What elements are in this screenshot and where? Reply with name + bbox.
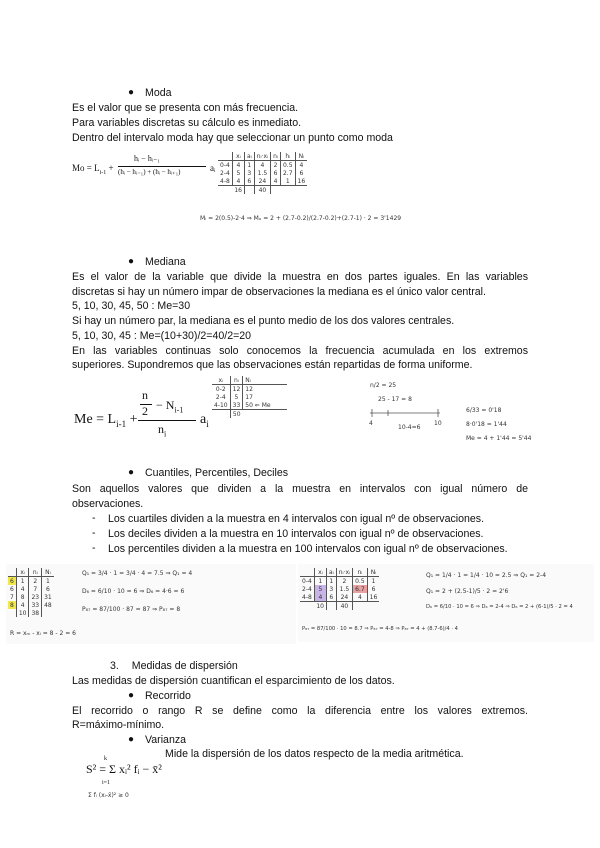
list-item-cuartiles: Los cuartiles dividen a la muestra en 4 intervalos con igual nº de observaciones. [108,513,485,525]
table-cell: 7 [8,593,16,601]
table-cell: 5 [232,169,244,177]
bullet-recorrido: ● [128,690,135,701]
mediana-note-result: Me = 4 + 1'44 = 5'44 [466,435,532,442]
mediana-line-2: discretas si hay un número impar de observaciones la mediana es el único valor central. [72,286,486,298]
table-cell: 38 [29,609,42,617]
table-header-cell: nᵢ·xᵢ [254,152,270,161]
dash-cuartiles: - [92,512,96,524]
mediana-note-left: 4 [369,420,373,427]
table-cell: 1 [314,577,326,586]
table-cell [243,410,288,419]
moda-line-3: Dentro del intervalo moda hay que seleccionar un punto como moda [72,132,393,144]
table-cell: 1.5 [336,585,352,593]
table-cell [295,186,307,195]
table-cell: 1 [16,577,29,586]
table-cell: 6 [271,169,281,177]
quantiles-right-note-4: P₈₇ = 87/100 · 10 = 8.7 ⇒ P₈₇ = 4-8 ⇒ P₈₇ = 4 + (8.7-6)/4 · 4 [302,626,458,632]
quantiles-left-image [6,564,296,644]
cuantiles-line-2: observaciones. [72,498,144,510]
table-row [8,585,54,593]
table-header-cell: nᵢ·xᵢ [336,568,352,577]
table-cell: 4 [353,593,368,602]
quantiles-right-note-2: Q₁ = 2 + (2.5-1)/5 · 2 = 2'6 [426,588,509,595]
quantiles-left-note-p87: P₈₇ = 87/100 · 87 = 87 ⇒ P₈₇ = 8 [82,606,181,613]
table-cell: 2-4 [300,585,314,593]
table-header-cell: xᵢ [16,568,29,577]
table-header-cell [218,152,232,161]
table-cell: 24 [336,593,352,602]
table-cell: 2-4 [218,169,232,177]
bullet-cuantiles: ● [128,467,135,478]
mediana-line-7: superiores. Supondremos que las observaciones están repartidas de forma uniforme. [72,359,473,371]
mediana-line-1: Es el valor de la variable que divide la muestra en dos partes iguales. En las variables [72,271,528,283]
table-cell: 24 [254,177,270,186]
cuantiles-line-1: Son aquellos valores que dividen a la muestra en intervalos con igual número de [72,483,528,495]
table-cell [280,186,295,195]
table-cell: 6.7 [353,585,368,593]
table-cell [271,186,281,195]
table-cell: 7 [29,585,42,593]
table-cell: 4 [254,161,270,170]
table-cell: 5 [230,393,243,401]
table-cell: 4 [314,593,326,602]
table-cell: 12 [245,385,253,393]
table-cell: 16 [232,186,244,195]
table-cell: 8 [8,601,16,609]
table-cell: 40 [254,186,270,195]
quantiles-right-table [300,568,379,610]
table-row [8,593,54,601]
mediana-formula: $Me = L_{i-1}$ + n 2 − $N_{i-1}$ $n_i$ $a_i$ [74,388,209,439]
table-cell: 4 [16,601,29,609]
table-cell: 6 [326,593,336,602]
heading-dispersion: Medidas de dispersión [131,660,238,672]
table-cell: 10 [16,609,29,617]
table-cell: 2.7 [280,169,295,177]
moda-table [218,152,307,194]
table-cell: 6 [8,577,16,586]
recorrido-line-1: El recorrido o rango R se define como la diferencia entre los valores extremos. [72,705,528,717]
recorrido-line-2: R=máximo-mínimo. [72,719,165,731]
table-row [300,585,379,593]
table-cell [353,602,368,611]
table-header-cell: nᵢ [29,568,42,577]
quantiles-left-note-range: R = xₘ - xₗ = 8 - 2 = 6 [10,630,76,637]
table-header-cell: Nᵢ [42,568,54,577]
table-cell: 12 [230,385,243,394]
heading-moda: Moda [145,87,172,99]
quantiles-right-image [298,564,594,642]
table-cell: 33 [230,401,243,410]
quantiles-right-note-1: Q₁ = 1/4 · 1 = 1/4 · 10 = 2.5 ⇒ Q₁ = 2-4 [426,572,547,579]
table-cell: 5 [314,585,326,593]
mediana-line-3: 5, 10, 30, 45, 50 : Me=30 [72,300,191,312]
table-cell: 2 [271,161,281,170]
mediana-note-product: 8·0'18 = 1'44 [466,421,507,428]
table-cell: 0-4 [218,161,232,170]
table-cell: 0.5 [280,161,295,170]
varianza-note: Σ fᵢ (xᵢ-x̄)² ≥ 0 [88,792,129,799]
table-cell [42,609,54,617]
table-cell: 16 [295,177,307,186]
table-header-cell: xᵢ [212,376,230,385]
table-cell: 6 [371,585,376,593]
table-cell: 17 [245,393,253,401]
table-cell [300,602,314,611]
mediana-number-line [368,406,444,420]
table-cell: 1 [280,177,295,186]
table-cell: 50 ⇐ Me [243,401,288,410]
table-cell: 6 [46,585,50,593]
table-header-cell: nᵢ [271,152,281,161]
quantiles-right-note-3: D₆ = 6/10 · 10 = 6 ⇒ D₆ = 2-4 ⇒ D₆ = 2 + (6-1)/5 · 2 = 4 [426,604,573,610]
table-row [300,577,379,586]
quantiles-left-note-q1: Q₁ = 3/4 · 1 = 3/4 · 4 = 7.5 ⇒ Q₁ = 4 [82,570,193,577]
table-cell: 6 [8,585,16,593]
mediana-line-5: 5, 10, 30, 45 : Me=(10+30)/2=40/2=20 [72,330,252,342]
moda-note: Mᵢ = 2(0.5)-2·4 ⇒ Mₒ = 2 + (2.7-0.2)/(2.7-0.2)+(2.7-1) · 2 = 3'1429 [200,215,402,222]
table-header-cell: Nᵢ [295,152,307,161]
heading-recorrido: Recorrido [145,690,191,702]
table-row [212,410,287,419]
table-row [218,177,307,186]
table-cell: 2 [29,577,42,586]
section-number-value: 3. [110,660,119,672]
table-cell: 4 [16,585,29,593]
table-cell: 4 [232,177,244,186]
table-cell: 2-4 [212,393,230,401]
table-cell: 1.5 [254,169,270,177]
varianza-text: Mide la dispersión de los datos respecto de la media aritmética. [165,748,464,760]
quantiles-left-table [8,568,54,617]
table-row [218,186,307,195]
table-cell: 4-8 [218,177,232,186]
table-cell: 4 [299,161,304,169]
table-cell: 40 [336,602,352,611]
table-cell: 31 [44,593,52,601]
heading-mediana: Mediana [145,256,186,268]
table-header-cell [8,568,16,577]
mediana-line-4: Si hay un número par, la mediana es el punto medio de los dos valores centrales. [72,315,455,327]
heading-varianza: Varianza [145,734,187,746]
table-row [212,401,287,410]
table-cell: 4 [232,161,244,170]
quantiles-left-note-d6: D₆ = 6/10 · 10 = 6 ⇒ D₆ = 4·6 = 6 [82,588,185,595]
dash-deciles: - [92,527,96,539]
table-cell [244,186,254,195]
table-cell: 1 [244,161,254,170]
table-row [300,602,379,611]
bullet-mediana: ● [128,256,135,267]
table-cell [218,186,232,195]
mediana-note-half: n/2 = 25 [370,382,397,389]
table-cell: 3 [326,585,336,593]
table-row [8,609,54,617]
moda-formula: $Mo = L_{i-1}$ + hᵢ − hᵢ₋₁ (hᵢ − hᵢ₋₁) + (hᵢ − hᵢ₊₁) aᵢ [72,154,216,176]
table-cell: 6 [299,169,304,177]
table-cell: 0-2 [212,385,230,394]
table-cell: 16 [367,593,379,602]
table-cell: 4-10 [212,401,230,410]
table-cell: 10 [314,602,326,611]
table-cell [326,602,336,611]
table-header-cell [300,568,314,577]
table-cell: 50 [232,410,241,418]
table-cell: 0-4 [300,577,314,586]
table-cell: 1 [371,577,376,585]
table-cell [367,602,379,611]
table-header-cell: xᵢ [314,568,326,577]
bullet-varianza: ● [128,734,135,745]
table-cell: 0.5 [353,577,368,586]
mediana-note-width: 10-4=6 [398,424,421,431]
table-cell [8,609,16,617]
table-cell: 1 [46,577,50,585]
mediana-line-6: En las variables continuas solo conocemos la frecuencia acumulada en los extremos [72,345,528,357]
moda-line-1: Es el valor que se presenta con más frecuencia. [72,102,299,114]
table-cell: 23 [29,593,42,601]
table-header-cell: Nᵢ [367,568,379,577]
varianza-formula: k S² = Σ xᵢ² fᵢ − x̄² i=1 [86,756,162,786]
table-row [8,577,54,586]
table-header-cell: aᵢ [326,568,336,577]
dash-percentiles: - [92,542,96,554]
table-row [218,169,307,177]
table-cell: 1 [326,577,336,586]
table-row [212,385,287,394]
table-cell: 8 [16,593,29,601]
table-header-cell: nᵢ [230,376,243,385]
list-item-deciles: Los deciles dividen a la muestra en 10 intervalos con igual nº de observaciones. [108,528,484,540]
table-row [300,593,379,602]
table-header-cell: xᵢ [232,152,244,161]
table-cell: 4-8 [300,593,314,602]
mediana-note-right: 10 [434,420,442,427]
table-cell: 33 [29,601,42,609]
mediana-note-diff: 25 - 17 = 8 [378,396,412,403]
mediana-table [212,376,287,418]
table-row [212,393,287,401]
table-cell: 4 [271,177,281,186]
mediana-note-ratio: 6/33 = 0'18 [466,407,502,414]
table-cell: 3 [244,169,254,177]
dispersion-intro: Las medidas de dispersión cuantifican el esparcimiento de los datos. [72,675,395,687]
list-item-percentiles: Los percentiles dividen a la muestra en 100 intervalos con igual nº de observaciones. [108,543,508,555]
table-header-cell: hᵢ [280,152,295,161]
moda-line-2: Para variables discretas su cálculo es inmediato. [72,117,302,129]
table-cell: 6 [244,177,254,186]
section-number [110,659,566,673]
table-row [218,161,307,170]
table-header-cell: nᵢ [353,568,368,577]
table-header-cell: Nᵢ [243,376,288,385]
table-header-cell: aᵢ [244,152,254,161]
table-cell: 2 [336,577,352,586]
heading-cuantiles: Cuantiles, Percentiles, Deciles [145,467,289,479]
bullet-moda: ● [128,87,135,98]
table-cell [212,410,230,419]
table-row [8,601,54,609]
table-cell: 48 [44,601,52,609]
